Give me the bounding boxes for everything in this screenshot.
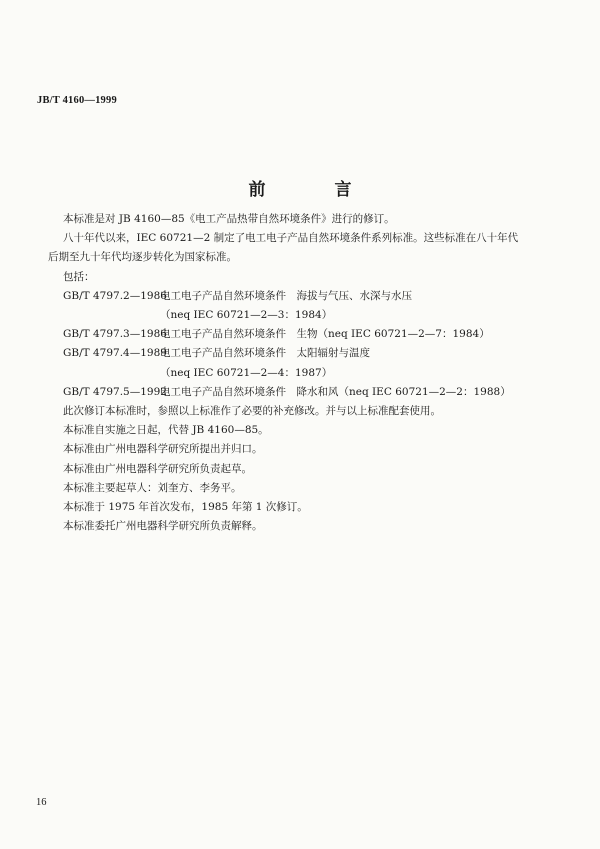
paragraph-including: 包括： (63, 270, 95, 283)
paragraph-drafted-by: 本标准由广州电器科学研究所负责起草。 (63, 462, 252, 475)
paragraph-revision: 本标准是对 JB 4160—85《电工产品热带自然环境条件》进行的修订。 (63, 213, 395, 225)
paragraph-replaces: 本标准自实施之日起，代替 JB 4160—85。 (63, 424, 269, 437)
standard-item-desc: 电工电子产品自然环境条件 生物（neq IEC 60721—2—7：1984） (160, 328, 490, 341)
foreword-body (48, 210, 568, 536)
standard-item (48, 287, 568, 306)
page-number: 16 (36, 797, 47, 808)
standard-item-code: GB/T 4797.3—1986 (63, 328, 167, 341)
standard-item-ref: （neq IEC 60721—2—4：1987） (160, 366, 333, 379)
paragraph-proposed-by: 本标准由广州电器科学研究所提出并归口。 (63, 443, 263, 456)
paragraph-iec-line2: 后期至九十年代均逐步转化为国家标准。 (48, 251, 237, 264)
paragraph-interpretation: 本标准委托广州电器科学研究所负责解释。 (63, 520, 263, 533)
paragraph-iec-line1: 八十年代以来，IEC 60721—2 制定了电工电子产品自然环境条件系列标准。这些标准在八十年代 (63, 232, 519, 245)
standard-item-desc: 电工电子产品自然环境条件 海拔与气压、水深与水压 (160, 289, 412, 302)
paragraph-history: 本标准于 1975 年首次发布，1985 年第 1 次修订。 (63, 501, 308, 514)
standard-item-desc: 电工电子产品自然环境条件 太阳辐射与温度 (160, 347, 370, 360)
standard-item (48, 383, 568, 402)
paragraph-revision-note: 此次修订本标准时，参照以上标准作了必要的补充修改。并与以上标准配套使用。 (63, 405, 441, 418)
standard-item-desc: 电工电子产品自然环境条件 降水和风（neq IEC 60721—2—2：1988） (160, 385, 511, 398)
standard-item (48, 325, 568, 344)
page-title: 前 言 (248, 180, 378, 200)
standard-item-code: GB/T 4797.5—1992 (63, 385, 167, 398)
standard-item-code: GB/T 4797.2—1986 (63, 289, 167, 302)
standard-item-code: GB/T 4797.4—1989 (63, 347, 167, 360)
paragraph-drafters: 本标准主要起草人：刘奎方、李务平。 (63, 481, 242, 494)
standard-item (48, 344, 568, 363)
standard-code: JB/T 4160—1999 (37, 95, 117, 106)
standard-item-ref: （neq IEC 60721—2—3：1984） (160, 309, 333, 322)
